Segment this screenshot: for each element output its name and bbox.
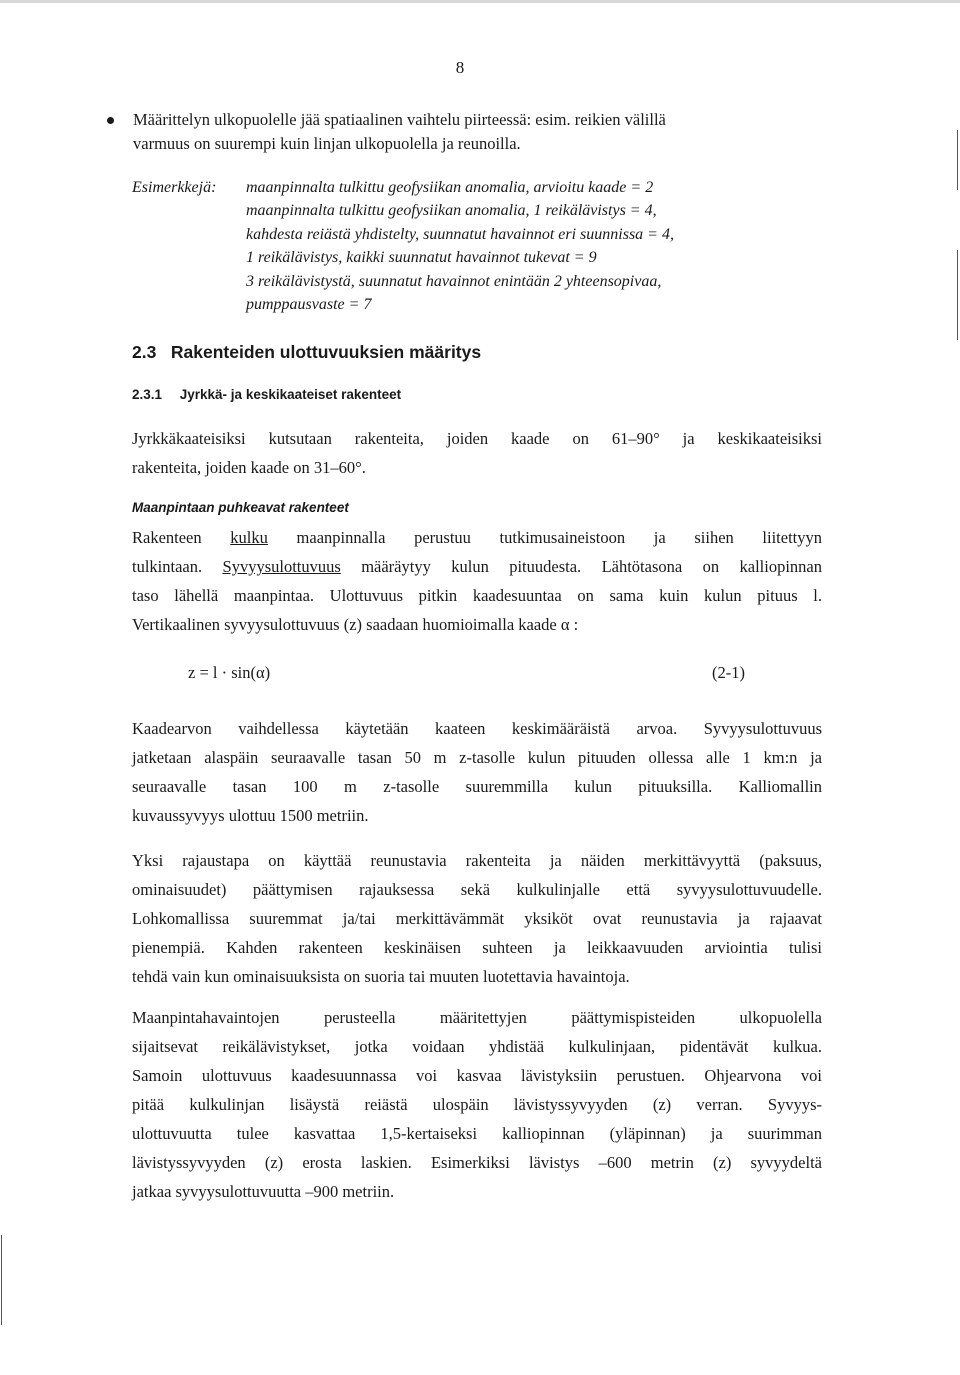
bullet-line: varmuus on suurempi kuin linjan ulkopuolella ja reunoilla.	[133, 134, 521, 153]
example-line: maanpinnalta tulkittu geofysiikan anomalia, arvioitu kaade = 2	[246, 179, 654, 196]
underlined-term: Syvyysulottuvuus	[222, 557, 341, 576]
subsection-heading	[132, 387, 401, 402]
paragraph-line: pitää kulkulinjan lisäystä reiästä ulospäin lävistyssyvyyden (z) verran. Syvyys-	[132, 1095, 822, 1114]
section-number: 2.3	[132, 342, 157, 362]
paragraph	[132, 1003, 822, 1206]
paragraph-line: tehdä vain kun ominaisuuksista on suoria tai muuten luotettavia havaintoja.	[132, 967, 630, 986]
paragraph-line: Lohkomallissa suuremmat ja/tai merkittävämmät yksiköt ovat reunustavia ja rajaavat	[132, 909, 822, 928]
paragraph-line: Rakenteen kulku maanpinnalla perustuu tutkimusaineistoon ja siihen liitettyyn	[132, 528, 822, 547]
paragraph	[132, 846, 822, 991]
examples-label: Esimerkkejä:	[132, 179, 217, 196]
paragraph-line: Maanpintahavaintojen perusteella määritettyjen päättymispisteiden ulkopuolella	[132, 1008, 822, 1027]
underlined-term: kulku	[230, 528, 268, 547]
paragraph-line: pienempiä. Kahden rakenteen keskinäisen suhteen ja leikkaavuuden arviointia tulisi	[132, 938, 822, 957]
paragraph-line: tulkintaan. Syvyysulottuvuus määräytyy kulun pituudesta. Lähtötasona on kalliopinnan	[132, 557, 822, 576]
paragraph-line: sijaitsevat reikälävistykset, jotka voidaan yhdistää kulkulinjaan, pidentävät kulkua.	[132, 1037, 822, 1056]
example-line: pumppausvaste = 7	[246, 296, 372, 314]
example-line: maanpinnalta tulkittu geofysiikan anomalia, 1 reikälävistys = 4,	[246, 202, 657, 220]
equation-number: (2-1)	[712, 663, 745, 682]
scan-right-edge-mark	[957, 250, 958, 340]
example-line: 1 reikälävistys, kaikki suunnatut havainnot tukevat = 9	[246, 249, 597, 267]
paragraph	[132, 714, 822, 830]
paragraph-line: ominaisuudet) päättymisen rajauksessa sekä kulkulinjalle että syvyysulottuvuudelle.	[132, 880, 822, 899]
scan-top-edge	[0, 0, 960, 3]
paragraph-line: seuraavalle tasan 100 m z-tasolle suuremmilla kulun pituuksilla. Kalliomallin	[132, 777, 822, 796]
section-heading	[132, 342, 481, 363]
subsection-title: Jyrkkä- ja keskikaateiset rakenteet	[179, 387, 402, 402]
paragraph-line: rakenteita, joiden kaade on 31–60°.	[132, 458, 366, 477]
paragraph-line: Vertikaalinen syvyysulottuvuus (z) saadaan huomioimalla kaade α :	[132, 615, 579, 634]
paragraph-line: Kaadearvon vaihdellessa käytetään kaateen keskimääräistä arvoa. Syvyysulottuvuus	[132, 719, 822, 738]
section-title: Rakenteiden ulottuvuuksien määritys	[170, 342, 482, 362]
paragraph-line: Samoin ulottuvuus kaadesuunnassa voi kasvaa lävistyksiin perustuen. Ohjearvona voi	[132, 1066, 822, 1085]
paragraph-line: kuvaussyvyys ulottuu 1500 metriin.	[132, 806, 369, 825]
paragraph-line: ulottuvuutta tulee kasvattaa 1,5-kertaiseksi kalliopinnan (yläpinnan) ja suurimman	[132, 1124, 822, 1143]
bullet-line: Määrittelyn ulkopuolelle jää spatiaalinen vaihtelu piirteessä: esim. reikien välillä	[133, 110, 666, 129]
paragraph-line: jatketaan alaspäin seuraavalle tasan 50 m z-tasolle kulun pituuden ollessa alle 1 km:n ja	[132, 748, 822, 767]
paragraph	[132, 424, 822, 482]
page-number: 8	[455, 58, 465, 77]
scan-left-edge-mark	[1, 1235, 2, 1325]
bullet-dot-icon	[107, 117, 114, 124]
subheading: Maanpintaan puhkeavat rakenteet	[132, 500, 349, 515]
paragraph-line: taso lähellä maanpintaa. Ulottuvuus pitkin kaadesuuntaa on sama kuin kulun pituus l.	[132, 586, 822, 605]
subsection-number: 2.3.1	[132, 387, 163, 402]
scan-right-edge-mark	[957, 130, 958, 190]
paragraph-line: jatkaa syvyysulottuvuutta –900 metriin.	[132, 1182, 395, 1201]
paragraph	[132, 523, 822, 639]
paragraph-line: Jyrkkäkaateisiksi kutsutaan rakenteita, joiden kaade on 61–90° ja keskikaateisiksi	[132, 429, 822, 448]
bullet-item	[118, 108, 858, 156]
paragraph-line: lävistyssyvyyden (z) erosta laskien. Esimerkiksi lävistys –600 metrin (z) syvyydeltä	[132, 1153, 822, 1172]
example-line: 3 reikälävistystä, suunnatut havainnot enintään 2 yhteensopivaa,	[246, 272, 662, 290]
paragraph-line: Yksi rajaustapa on käyttää reunustavia rakenteita ja näiden merkittävyyttä (paksuus,	[132, 851, 822, 870]
equation-expression: z = l · sin(α)	[188, 663, 271, 682]
example-line: kahdesta reiästä yhdistelty, suunnatut havainnot eri suunnissa = 4,	[246, 225, 674, 243]
examples-block	[132, 176, 832, 316]
